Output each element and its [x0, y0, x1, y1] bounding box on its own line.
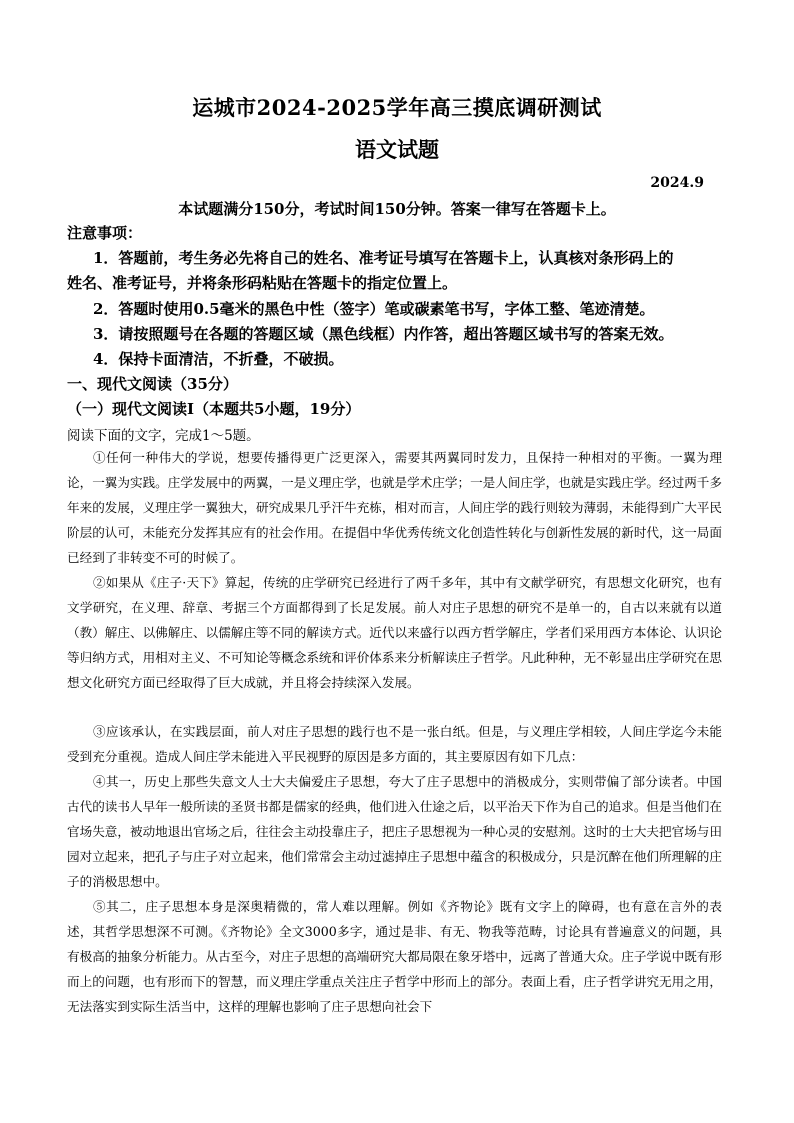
notice-item-3: 3．请按照题号在各题的答题区域（黑色线框）内作答，超出答题区域书写的答案无效。 [93, 325, 674, 343]
reading-instruction: 阅读下面的文字，完成1～5题。 [67, 428, 260, 444]
notice-item-1-line-2: 姓名、准考证号，并将条形码粘贴在答题卡的指定位置上。 [67, 274, 458, 292]
exam-date: 2024.9 [650, 175, 704, 191]
sub-section-heading: （一）现代文阅读Ⅰ（本题共5小题，19分） [67, 400, 361, 418]
section-heading: 一、现代文阅读（35分） [67, 375, 238, 393]
notice-item-4: 4．保持卡面清洁，不折叠，不破损。 [93, 350, 344, 368]
notice-heading: 注意事项： [67, 224, 143, 242]
exam-info: 本试题满分150分，考试时间150分钟。答案一律写在答题卡上。 [178, 200, 616, 218]
paragraph-1: ①任何一种伟大的学说，想要传播得更广泛更深入，需要其两翼同时发力，且保持一种相对的平衡。一翼为理论，一翼为实践。庄学发展中的两翼，一是义理庄学，也就是学术庄学；一是人间庄学，也就是实践庄学。经过两千多年来的发展，义理庄学一翼独大，研究成果几乎汗牛充栋，相对而言，人间庄学的践行则较为薄弱，未能得到广大平民阶层的认可，未能充分发挥其应有的社会作用。在提倡中华优秀传统文化创造性转化与创新性发展的新时代，这一局面已经到了非转变不可的时候了。 [67, 450, 722, 566]
paragraph-2: ②如果从《庄子·天下》算起，传统的庄学研究已经进行了两千多年，其中有文献学研究，有思想文化研究，也有文学研究，在义理、辞章、考据三个方面都得到了长足发展。前人对庄子思想的研究不是单一的，自古以来就有以道（教）解庄、以佛解庄、以儒解庄等不同的解读方式。近代以来盛行以西方哲学解庄，学者们采用西方本体论、认识论等归纳方式，用相对主义、不可知论等概念系统和评价体系来分析解读庄子哲学。凡此种种，无不彰显出庄学研究在思想文化研究方面已经取得了巨大成就，并且将会持续深入发展。 [67, 575, 722, 691]
paragraph-5: ⑤其二，庄子思想本身是深奥精微的，常人难以理解。例如《齐物论》既有文字上的障碍，也有意在言外的表述，其哲学思想深不可测。《齐物论》全文3000多字，通过是非、有无、物我等范畴，讨论具有普遍意义的问题，具有极高的抽象分析能力。从古至今，对庄子思想的高端研究大都局限在象牙塔中，远离了普通大众。庄子学说中既有形而上的问题，也有形而下的智慧，而义理庄学重点关注庄子哲学中形而上的部分。表面上看，庄子哲学讲究无用之用，无法落实到实际生活当中，这样的理解也影响了庄子思想向社会下 [67, 899, 722, 1015]
page-title: 运城市2024-2025学年高三摸底调研测试 [192, 95, 602, 120]
paragraph-4: ④其一，历史上那些失意文人士大夫偏爱庄子思想，夸大了庄子思想中的消极成分，实则带偏了部分读者。中国古代的读书人早年一般所读的圣贤书都是儒家的经典，他们进入仕途之后，以平治天下作为自己的追求。但是当他们在官场失意，被动地退出官场之后，往往会主动投靠庄子，把庄子思想视为一种心灵的安慰剂。这时的士大夫把官场与田园对立起来，把孔子与庄子对立起来，他们常常会主动过滤掉庄子思想中蕴含的积极成分，只是沉醉在他们所理解的庄子的消极思想中。 [67, 774, 722, 890]
notice-item-1-line-1: 1．答题前，考生务必先将自己的姓名、准考证号填写在答题卡上，认真核对条形码上的 [93, 249, 674, 267]
paragraph-3: ③应该承认，在实践层面，前人对庄子思想的践行也不是一张白纸。但是，与义理庄学相较，人间庄学迄今未能受到充分重视。造成人间庄学未能进入平民视野的原因是多方面的，其主要原因有如下几点： [67, 724, 722, 765]
page-subtitle: 语文试题 [355, 137, 439, 162]
notice-item-2: 2．答题时使用0.5毫米的黑色中性（签字）笔或碳素笔书写，字体工整、笔迹清楚。 [93, 300, 655, 318]
